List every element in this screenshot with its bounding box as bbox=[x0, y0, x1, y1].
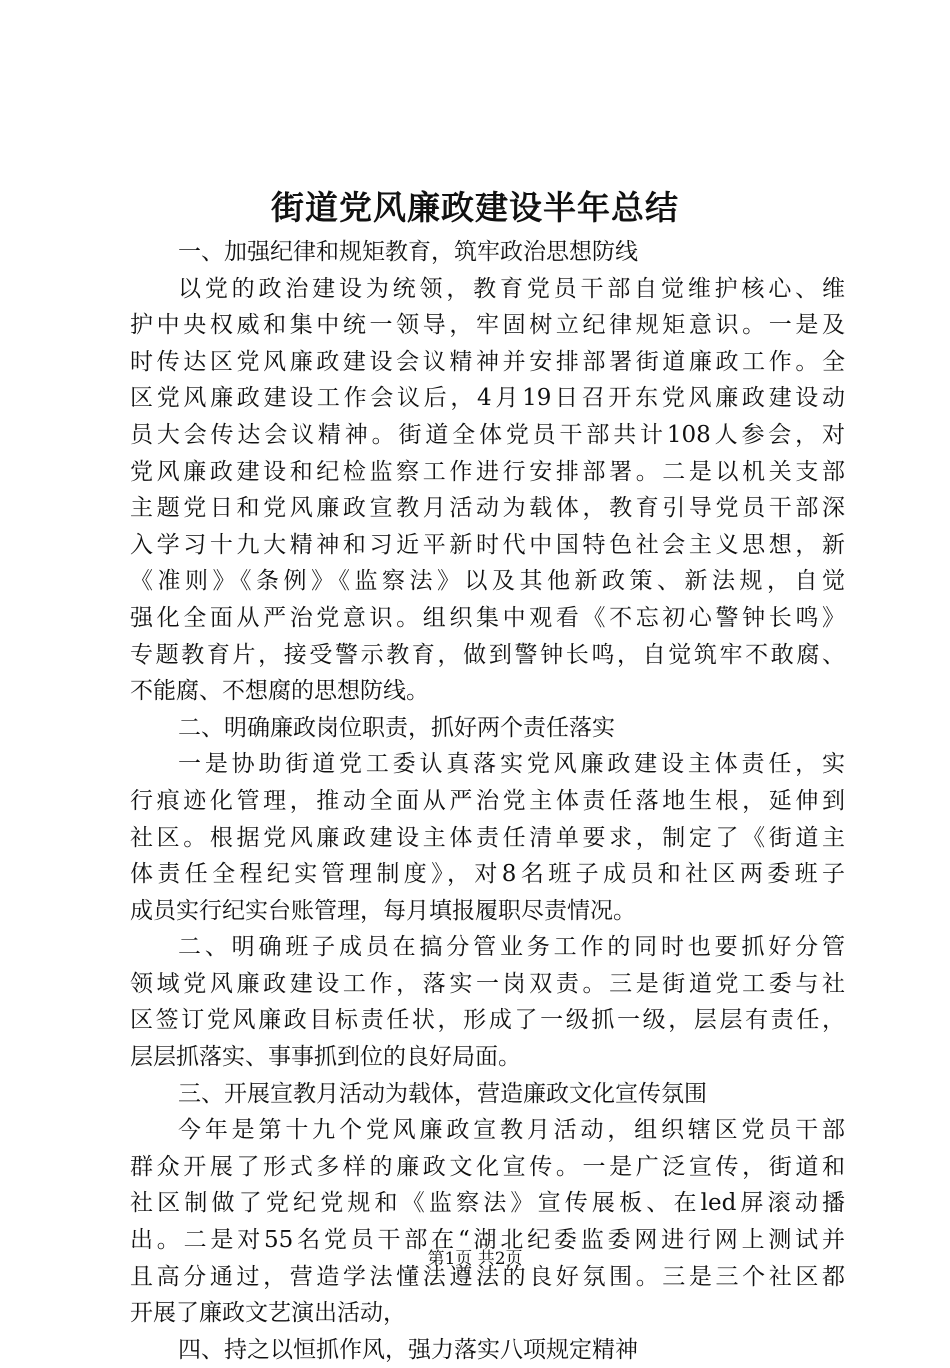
paragraph-line: 入学习十九大精神和习近平新时代中国特色社会主义思想，新 bbox=[130, 531, 845, 558]
paragraph-line: 出。二是对55名党员干部在“湖北纪委监委网进行网上测试并 bbox=[130, 1227, 845, 1254]
paragraph-line: 强化全面从严治党意识。组织集中观看《不忘初心警钟长鸣》 bbox=[130, 604, 845, 631]
paragraph-line: 《准则》《条例》《监察法》以及其他新政策、新法规，自觉 bbox=[130, 568, 845, 595]
paragraph-line: 党风廉政建设和纪检监察工作进行安排部署。二是以机关支部 bbox=[130, 458, 845, 485]
paragraph-line: 区党风廉政建设工作会议后，4月19日召开东党风廉政建设动 bbox=[130, 385, 845, 412]
paragraph-line: 今年是第十九个党风廉政宣教月活动，组织辖区党员干部 bbox=[178, 1117, 845, 1144]
paragraph-line: 专题教育片，接受警示教育，做到警钟长鸣，自觉筑牢不敢腐、 bbox=[130, 641, 845, 668]
paragraph-line: 且高分通过，营造学法懂法遵法的良好氛围。三是三个社区都 bbox=[130, 1263, 845, 1290]
paragraph-line: 社区。根据党风廉政建设主体责任清单要求，制定了《街道主 bbox=[130, 824, 845, 851]
paragraph-line: 二、明确班子成员在搞分管业务工作的同时也要抓好分管 bbox=[178, 934, 845, 961]
section-heading: 四、持之以恒抓作风，强力落实八项规定精神 bbox=[178, 1336, 638, 1363]
paragraph-line: 员大会传达会议精神。街道全体党员干部共计108人参会，对 bbox=[130, 421, 845, 448]
page-indicator: 第1页 共2页 bbox=[427, 1249, 523, 1269]
paragraph-line: 一是协助街道党工委认真落实党风廉政建设主体责任，实 bbox=[178, 751, 845, 778]
paragraph-line: 体责任全程纪实管理制度》，对8名班子成员和社区两委班子 bbox=[130, 861, 845, 888]
paragraph-line: 区签订党风廉政目标责任状，形成了一级抓一级，层层有责任， bbox=[130, 1007, 845, 1034]
document-title: 街道党风廉政建设半年总结 bbox=[271, 188, 679, 227]
paragraph-line: 护中央权威和集中统一领导，牢固树立纪律规矩意识。一是及 bbox=[130, 312, 845, 339]
paragraph-line: 以党的政治建设为统领，教育党员干部自觉维护核心、维 bbox=[178, 275, 845, 302]
paragraph-line: 开展了廉政文艺演出活动， bbox=[130, 1300, 406, 1327]
paragraph-line: 社区制做了党纪党规和《监察法》宣传展板、在led屏滚动播 bbox=[130, 1190, 845, 1217]
paragraph-line: 时传达区党风廉政建设会议精神并安排部署街道廉政工作。全 bbox=[130, 348, 845, 375]
paragraph-line: 群众开展了形式多样的廉政文化宣传。一是广泛宣传，街道和 bbox=[130, 1153, 845, 1180]
section-heading: 一、加强纪律和规矩教育，筑牢政治思想防线 bbox=[178, 239, 638, 265]
section-heading: 三、开展宣教月活动为载体，营造廉政文化宣传氛围 bbox=[178, 1080, 707, 1107]
paragraph-line: 不能腐、不想腐的思想防线。 bbox=[130, 678, 429, 705]
paragraph-line: 成员实行纪实台账管理，每月填报履职尽责情况。 bbox=[130, 897, 636, 924]
paragraph-line: 行痕迹化管理，推动全面从严治党主体责任落地生根，延伸到 bbox=[130, 787, 845, 814]
section-heading: 二、明确廉政岗位职责，抓好两个责任落实 bbox=[178, 714, 615, 741]
paragraph-line: 主题党日和党风廉政宣教月活动为载体，教育引导党员干部深 bbox=[130, 495, 845, 522]
document-body bbox=[130, 234, 845, 1368]
paragraph-line: 领域党风廉政建设工作，落实一岗双责。三是街道党工委与社 bbox=[130, 970, 845, 997]
paragraph-line: 层层抓落实、事事抓到位的良好局面。 bbox=[130, 1044, 521, 1071]
